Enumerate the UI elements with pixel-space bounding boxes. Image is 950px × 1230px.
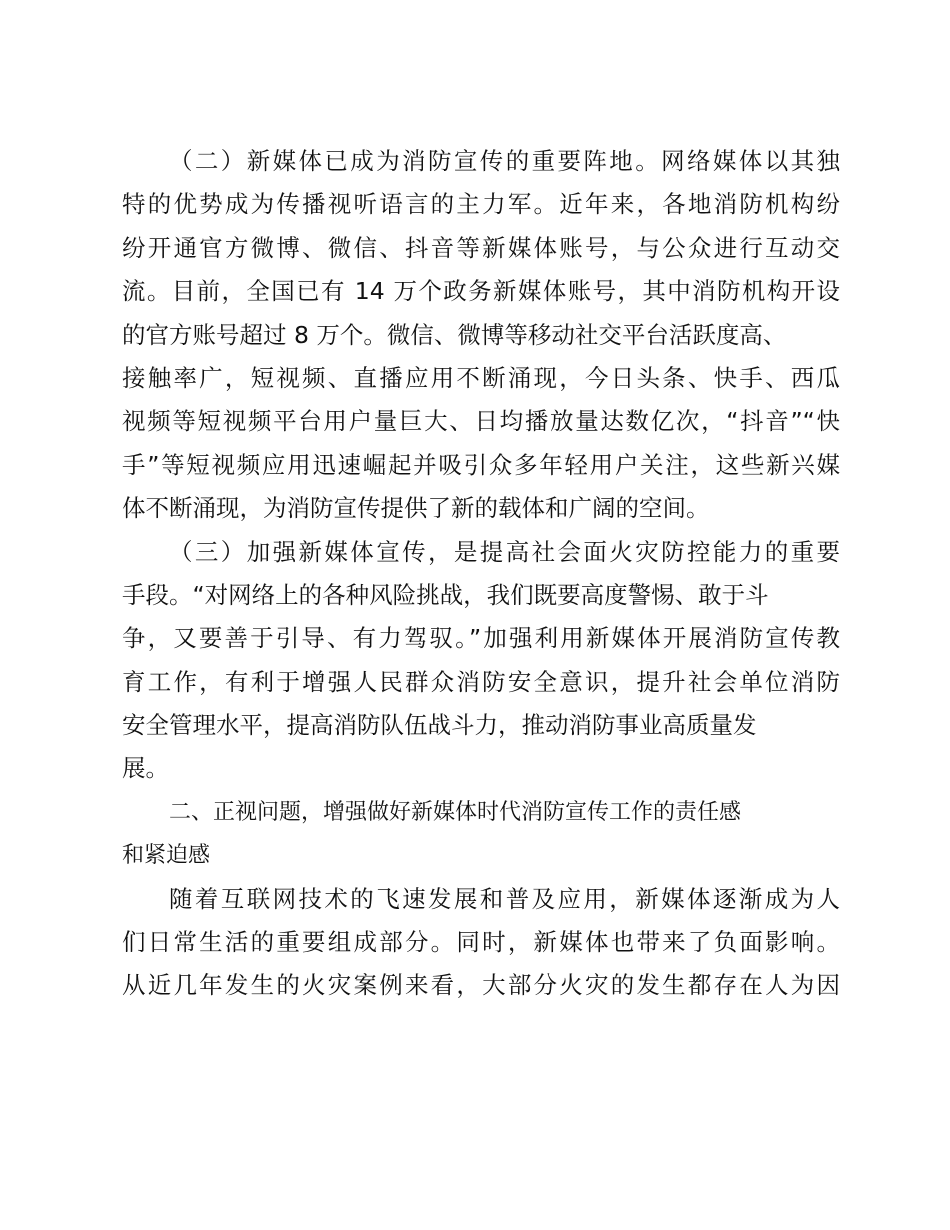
paragraph-3-line-6: 展。 xyxy=(122,754,169,783)
paragraph-2-line-5: 的官方账号超过 8 万个。微信、微博等移动社交平台活跃度高、 xyxy=(122,320,787,349)
paragraph-4-line-2: 们日常生活的重要组成部分。同时，新媒体也带来了负面影响。 xyxy=(122,928,840,957)
document-body xyxy=(122,140,840,1008)
paragraph-3-line-1: （三）加强新媒体宣传，是提高社会面火灾防控能力的重要 xyxy=(169,537,840,566)
paragraph-3-line-2: 手段。“对网络上的各种风险挑战，我们既要高度警惕、敢于斗 xyxy=(122,580,769,609)
paragraph-4-line-3: 从近几年发生的火灾案例来看，大部分火灾的发生都存在人为因 xyxy=(122,971,840,1000)
paragraph-2-line-6: 接触率广，短视频、直播应用不断涌现，今日头条、快手、西瓜 xyxy=(122,363,840,392)
paragraph-2-line-3: 纷开通官方微博、微信、抖音等新媒体账号，与公众进行互动交 xyxy=(122,233,840,262)
paragraph-2-line-2: 特的优势成为传播视听语言的主力军。近年来，各地消防机构纷 xyxy=(122,190,840,219)
paragraph-2-line-9: 体不断涌现，为消防宣传提供了新的载体和广阔的空间。 xyxy=(122,494,710,523)
paragraph-2-line-4: 流。目前，全国已有 14 万个政务新媒体账号，其中消防机构开设 xyxy=(122,277,840,306)
section-heading-line-1: 二、正视问题，增强做好新媒体时代消防宣传工作的责任感 xyxy=(169,799,742,825)
paragraph-2-line-7: 视频等短视频平台用户量巨大、日均播放量达数亿次，“抖音”“快 xyxy=(122,407,840,436)
paragraph-2-line-8: 手”等短视频应用迅速崛起并吸引众多年轻用户关注，这些新兴媒 xyxy=(122,450,840,479)
paragraph-2-line-1: （二）新媒体已成为消防宣传的重要阵地。网络媒体以其独 xyxy=(169,147,840,175)
paragraph-3-line-5: 安全管理水平，提高消防队伍战斗力，推动消防事业高质量发 xyxy=(122,711,757,740)
section-heading-line-2: 和紧迫感 xyxy=(122,843,211,869)
paragraph-4-line-1: 随着互联网技术的飞速发展和普及应用，新媒体逐渐成为人 xyxy=(169,884,840,913)
paragraph-3-line-4: 育工作，有利于增强人民群众消防安全意识，提升社会单位消防 xyxy=(122,667,840,696)
paragraph-3-line-3: 争，又要善于引导、有力驾驭。”加强利用新媒体开展消防宣传教 xyxy=(122,624,840,653)
